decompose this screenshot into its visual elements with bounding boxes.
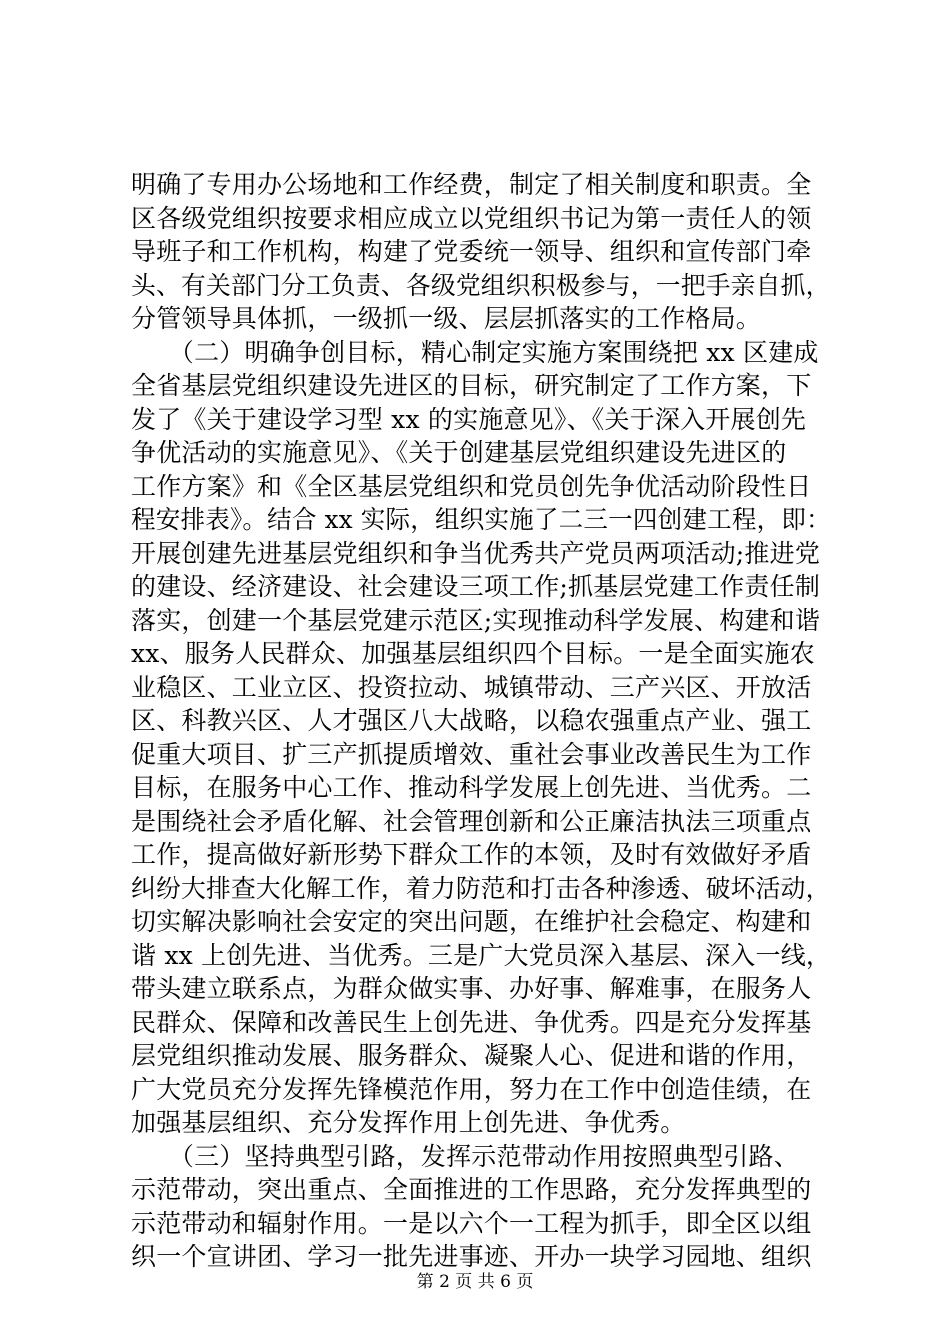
text-line: 织一个宣讲团、学习一批先进事迹、开办一块学习园地、组织 [131,1242,812,1271]
text-line: 广大党员充分发挥先锋模范作用，努力在工作中创造佳绩，在 [131,1074,812,1104]
text-line: 分管领导具体抓，一级抓一级、层层抓落实的工作格局。 [131,304,762,333]
text-line: 发了《关于建设学习型 xx 的实施意见》、《关于深入开展创先 [131,404,807,434]
text-line: xx、服务人民群众、加强基层组织四个目标。一是全面实施农 [131,639,815,668]
text-line: 明确了专用办公场地和工作经费，制定了相关制度和职责。全 [131,170,812,199]
text-line: 区、科教兴区、人才强区八大战略，以稳农强重点产业、强工 [131,706,812,735]
text-line: 纠纷大排查大化解工作，着力防范和打击各种渗透、破坏活动， [131,873,831,903]
text-line: 争优活动的实施意见》、《关于创建基层党组织建设先进区的 [131,438,787,467]
text-line: 谐 xx 上创先进、当优秀。三是广大党员深入基层、深入一线， [131,940,832,970]
text-line: 切实解决影响社会安定的突出问题，在维护社会稳定、构建和 [131,907,812,936]
text-line: 加强基层组织、充分发挥作用上创先进、争优秀。 [131,1108,686,1137]
page-number: 第 2 页 共 6 页 [416,1272,534,1292]
text-line: 是围绕社会矛盾化解、社会管理创新和公正廉洁执法三项重点 [131,806,812,836]
text-line: 工作，提高做好新形势下群众工作的本领，及时有效做好矛盾 [131,840,812,869]
text-line: （三）坚持典型引路，发挥示范带动作用按照典型引路、 [131,1141,799,1171]
text-line: 示范带动和辐射作用。一是以六个一工程为抓手，即全区以组 [131,1208,812,1238]
body-text [131,168,831,1274]
text-line: 层党组织推动发展、服务群众、凝聚人心、促进和谐的作用， [131,1041,812,1070]
text-line: 全省基层党组织建设先进区的目标，研究制定了工作方案，下 [131,371,812,400]
text-line: 促重大项目、扩三产抓提质增效、重社会事业改善民生为工作 [131,739,812,769]
text-line: 开展创建先进基层党组织和争当优秀共产党员两项活动;推进党 [131,538,821,568]
text-line: 示范带动，突出重点、全面推进的工作思路，充分发挥典型的 [131,1175,812,1204]
text-line: 头、有关部门分工负责、各级党组织积极参与，一把手亲自抓， [131,270,831,300]
text-line: 民群众、保障和改善民生上创先进、争优秀。四是充分发挥基 [131,1007,812,1037]
text-line: 的建设、经济建设、社会建设三项工作;抓基层党建工作责任制 [131,572,821,601]
text-line: （二）明确争创目标，精心制定实施方案围绕把 xx 区建成 [131,337,819,367]
text-line: 业稳区、工业立区、投资拉动、城镇带动、三产兴区、开放活 [131,672,812,702]
text-line: 目标，在服务中心工作、推动科学发展上创先进、当优秀。二 [131,773,812,802]
text-line: 工作方案》和《全区基层党组织和党员创先争优活动阶段性日 [131,471,812,501]
text-line: 区各级党组织按要求相应成立以党组织书记为第一责任人的领 [131,203,812,233]
text-line: 导班子和工作机构，构建了党委统一领导、组织和宣传部门牵 [131,237,812,266]
text-line: 带头建立联系点，为群众做实事、办好事、解难事，在服务人 [131,974,812,1003]
text-line: 落实，创建一个基层党建示范区;实现推动科学发展、构建和谐 [131,605,821,635]
text-line: 程安排表》。结合 xx 实际，组织实施了二三一四创建工程，即： [131,505,831,534]
page-footer [0,1271,950,1293]
